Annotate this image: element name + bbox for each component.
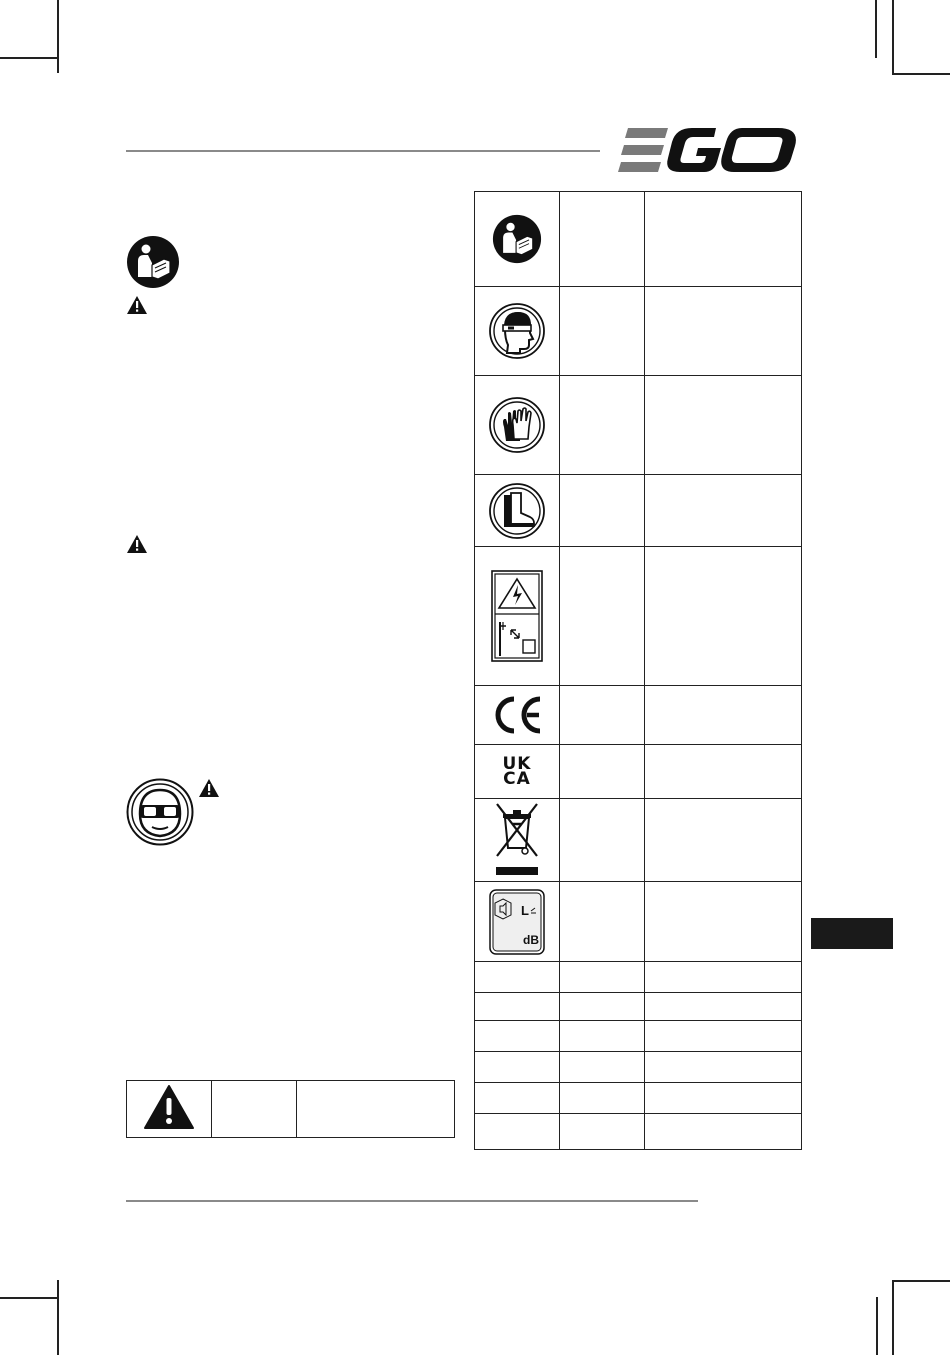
ce-mark-icon [475,695,559,735]
symbol-name [560,475,645,547]
warning-triangle-icon [198,778,220,798]
symbol-cell [475,1021,560,1052]
symbol-name [560,799,645,882]
power-line-distance-warning-icon [475,570,559,662]
large-warning-triangle-icon [143,1117,195,1134]
symbol-description [645,993,802,1021]
warning-triangle-icon [126,295,148,315]
symbols-table [474,191,802,1150]
table-row [475,799,802,882]
sound-power-level-icon [489,889,545,955]
symbol-name [560,287,645,376]
ukca-line-1: UK [502,753,532,774]
symbol-cell [475,192,560,287]
symbol-description [645,882,802,962]
table-row [475,993,802,1021]
table-row [475,287,802,376]
symbol-description [645,799,802,882]
symbol-name [560,686,645,745]
signal-word-cell [212,1081,297,1138]
symbol-cell [475,1114,560,1150]
symbol-cell [475,686,560,745]
warning-triangle-icon [126,534,148,554]
symbol-cell [475,993,560,1021]
symbol-name [560,1083,645,1114]
symbol-cell [475,1083,560,1114]
symbol-description [645,376,802,475]
symbol-cell [475,799,560,882]
symbol-cell [475,287,560,376]
symbol-name [560,882,645,962]
table-row [475,745,802,799]
symbol-description [645,1114,802,1150]
symbol-cell [475,475,560,547]
symbol-cell [475,1052,560,1083]
symbol-description [645,287,802,376]
symbol-description [645,1052,802,1083]
table-row [475,1083,802,1114]
symbol-cell [475,962,560,993]
brand-logo [618,126,800,174]
symbol-name [560,547,645,686]
symbol-name [560,1052,645,1083]
symbol-cell [475,745,560,799]
sound-unit-label: dB [523,932,539,947]
symbol-cell [475,376,560,475]
symbol-description [645,192,802,287]
safety-boots-icon [475,483,559,539]
symbol-description [645,686,802,745]
symbol-cell [475,882,560,962]
symbol-description [645,745,802,799]
table-row [475,962,802,993]
symbol-name [560,993,645,1021]
symbol-description [645,1083,802,1114]
symbol-cell [475,547,560,686]
symbol-name [560,962,645,993]
table-row [475,547,802,686]
symbol-description [645,1021,802,1052]
symbol-name [560,192,645,287]
signal-word-table [126,1080,455,1138]
table-row [475,475,802,547]
table-row [475,686,802,745]
face-eye-protection-icon [475,303,559,359]
sound-level-label: L [521,902,529,918]
read-manual-icon [475,214,559,264]
symbol-name [560,745,645,799]
weee-crossed-bin-icon [475,800,559,880]
section-tab-marker [811,918,893,949]
symbol-description [645,475,802,547]
gloves-icon [475,397,559,453]
table-row [475,376,802,475]
footer-rule [126,1200,698,1202]
read-manual-icon [126,235,180,289]
eye-protection-icon [126,778,194,846]
table-row [475,1052,802,1083]
table-row [475,1114,802,1150]
symbol-name [560,1021,645,1052]
table-row [475,192,802,287]
ukca-line-2: CA [503,768,531,789]
signal-meaning-cell [297,1081,455,1138]
table-row [475,1021,802,1052]
header-rule [126,150,600,152]
symbol-description [645,962,802,993]
symbol-name [560,376,645,475]
symbol-description [645,547,802,686]
symbol-name [560,1114,645,1150]
ukca-mark-icon [475,753,559,789]
table-row [475,882,802,962]
signal-icon-cell [127,1081,212,1138]
